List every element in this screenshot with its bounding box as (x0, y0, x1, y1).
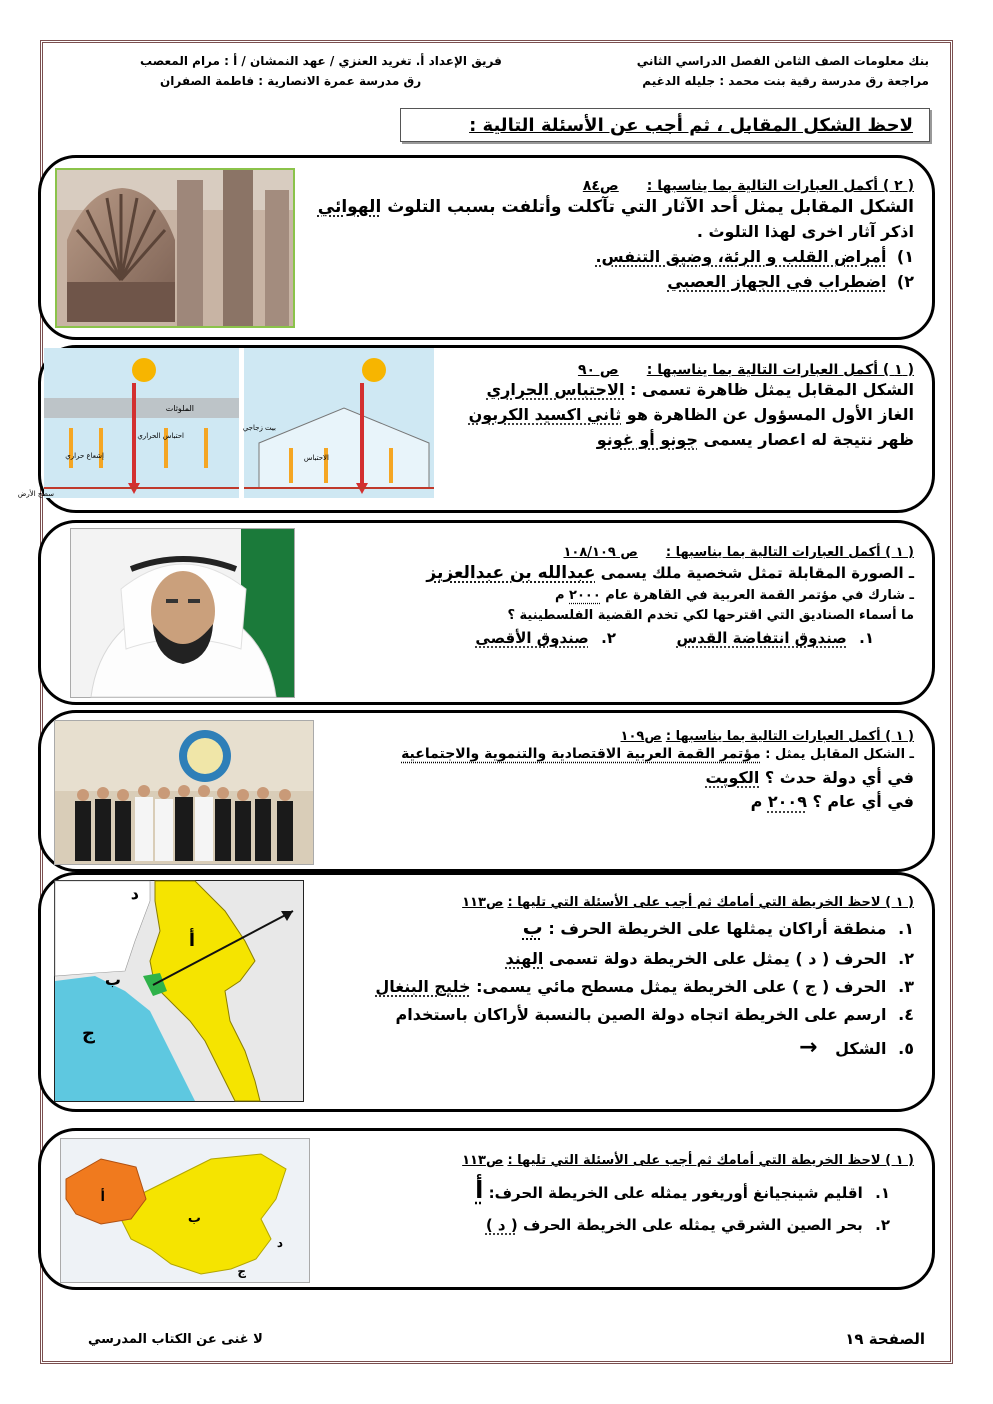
question-title-text: ( ١ ) أكمل العبارات التالية بما يناسبها : (665, 729, 914, 744)
header-right-line1: بنك معلومات الصف الثامن الفصل الدراسي الثاني (636, 54, 929, 68)
answer: مؤتمر القمة العربية الاقتصادية والتنموية والاجتماعية (401, 746, 761, 762)
statement-line (469, 428, 914, 453)
answer: الهوائي (317, 197, 382, 217)
statement-line (318, 194, 914, 220)
question-title-text: ( ١ ) لاحظ الخريطة التي أمامك ثم أجب على الأسئلة التي تليها : (507, 895, 914, 910)
statement-line (401, 790, 914, 815)
statement-line: ما أسماء الصناديق التي اقترحها لكي تخدم القضية الفلسطينية ؟ (507, 608, 914, 624)
item-text: الحرف ( د ) يمثل على الخريطة دولة تسمى (548, 949, 887, 968)
map-label-b: ب (187, 1211, 201, 1226)
house-label: بيت زجاجي (242, 424, 276, 432)
item-text: بحر الصين الشرقي يمثله على الخريطة الحرف (522, 1215, 863, 1234)
china-map (60, 1138, 310, 1283)
statement-line: اذكر آثار اخرى لهذا التلوث . (696, 222, 914, 242)
layer-label: الملوثات (165, 404, 194, 413)
map-label-j: ج (237, 1264, 246, 1278)
item-number: ١. (875, 1184, 890, 1202)
question-title (401, 729, 914, 744)
list-item (375, 973, 914, 1001)
question-title (462, 1153, 914, 1168)
answer: ٢٠٠٩ (767, 792, 807, 812)
myanmar-map (54, 880, 304, 1102)
statement-text: في أي دولة حدث ؟ (764, 767, 914, 787)
item-number: ١. (859, 628, 874, 647)
statement-line (469, 403, 914, 428)
item-number: ٣. (898, 977, 914, 996)
item-text: ارسم على الخريطة اتجاه دولة الصين بالنسبة لأراكان باستخدام (395, 1005, 887, 1024)
header-left-line2: رق مدرسة عمرة الانصارية : فاطمة الصفران (160, 74, 422, 88)
answer: ( د ) (485, 1215, 518, 1234)
question-title (469, 362, 914, 378)
question-title-text: ( ٢ ) أكمل العبارات التالية بما يناسبها : (646, 178, 914, 194)
map-label-b: ب (104, 970, 121, 989)
rays-label: إشعاع حراري (65, 452, 104, 460)
item-number: ٥. (898, 1039, 914, 1058)
item-text: الحرف ( ج ) على الخريطة يمثل مسطح مائي يسمى: (476, 977, 887, 996)
statement-text: الغاز الأول المسؤول عن الظاهرة هو (626, 404, 914, 424)
list-item (375, 1029, 914, 1068)
item-number: ١. (898, 919, 914, 938)
summit-photo (54, 720, 314, 865)
main-title: لاحظ الشكل المقابل ، ثم أجب عن الأسئلة التالية : (469, 114, 913, 136)
question-list (375, 895, 914, 1068)
page-ref: ص ١٠٨/١٠٩ (563, 545, 638, 560)
map-label-a: أ (100, 1190, 105, 1205)
ground-label: سطح الأرض (17, 490, 54, 498)
statement-text: الشكل المقابل يمثل ظاهرة تسمى : (630, 380, 914, 399)
statement-line (401, 744, 914, 766)
map-label-d: د (276, 1236, 283, 1250)
answer: الكويت (705, 767, 760, 787)
page-number: الصفحة ١٩ (845, 1330, 925, 1348)
ruins-image (55, 168, 295, 328)
footer-motto: لا غنى عن الكتاب المدرسي (88, 1332, 263, 1347)
answer: اضطراب في الجهاز العصبي (667, 271, 887, 291)
king-portrait (70, 528, 295, 698)
statement-line (426, 560, 914, 586)
question-title (375, 895, 914, 910)
heat-label: احتباس الحراري (137, 432, 184, 440)
map-label-j: ج (82, 1023, 95, 1044)
page-ref: ص١١٣ (462, 1153, 504, 1168)
question-title-text: ( ١ ) لاحظ الخريطة التي أمامك ثم أجب على الأسئلة التي تليها : (507, 1153, 914, 1168)
list-item (426, 627, 874, 650)
greenhouse-diagram (17, 348, 434, 498)
answer: صندوق انتفاضة القدس (676, 628, 847, 647)
map-label-d: د (130, 884, 139, 903)
answer: أمراض القلب و الرئة، وضيق التنفس. (595, 247, 887, 267)
answer: أ (475, 1176, 484, 1204)
unit-suffix: م (750, 792, 763, 812)
statement-text: ظهر نتيجة له اعصار يسمى (703, 429, 914, 449)
page-ref: ص١٠٩ (620, 729, 662, 744)
item-number: ١) (896, 247, 914, 267)
item-number: ٢) (896, 271, 914, 291)
map-label-a: أ (188, 930, 195, 951)
list-item (462, 1168, 890, 1214)
statement-text: ـ الصورة المقابلة تمثل شخصية ملك يسمى (600, 564, 914, 582)
item-number: ٤. (898, 1005, 914, 1024)
item-number: ٢. (875, 1215, 890, 1234)
list-item (462, 1214, 890, 1237)
answer: ب (522, 915, 543, 939)
question-title (426, 545, 914, 560)
list-item (375, 945, 914, 973)
statement-line (401, 766, 914, 791)
question-title (318, 178, 914, 194)
answer: الاحتباس الحراري (486, 380, 625, 399)
answer: ثاني اكسيد الكربون (468, 404, 622, 424)
statement-text: ـ شارك في مؤتمر القمة العربية في القاهرة عام (605, 588, 914, 604)
unit-suffix: م (554, 588, 565, 604)
answer: جونو أو غونو (596, 429, 698, 449)
item-text: منطقة أراكان يمثلها على الخريطة الحرف : (548, 919, 887, 938)
inner-label: الاحتباس (303, 454, 329, 462)
item-number: ٢. (898, 949, 914, 968)
answer: صندوق الأقصى (475, 628, 589, 647)
question-title-text: ( ١ ) أكمل العبارات التالية بما يناسبها : (646, 362, 914, 378)
page-ref: ص ٩٠ (577, 362, 619, 378)
item-text: اقليم شينجيانغ أوريغور يمثله على الخريطة الحرف: (488, 1184, 863, 1202)
arrow-icon: → (799, 1035, 818, 1060)
answer: ٢٠٠٠ (569, 588, 601, 604)
statement-line (426, 586, 914, 606)
list-item (318, 245, 914, 270)
statement-line (469, 378, 914, 403)
answer: خليج البنغال (375, 977, 471, 996)
statement-text: في أي عام ؟ (812, 792, 914, 812)
item-text: الشكل (835, 1039, 887, 1058)
answer: عبدالله بن عبدالعزيز (426, 563, 596, 583)
list-item (375, 1001, 914, 1029)
page-ref: ص١١٣ (462, 895, 504, 910)
header-left-line1: فريق الإعداد أ. تغريد العنزي / عهد النمشان / أ : مرام المعصب (140, 54, 502, 68)
item-number: ٢. (601, 628, 616, 647)
statement-text: ـ الشكل المقابل يمثل : (765, 747, 914, 762)
list-item (318, 270, 914, 295)
statement-text: الشكل المقابل يمثل أحد الآثار التي تآكلت وأتلفت بسبب التلوث (387, 197, 914, 217)
page-ref: ص٨٤ (582, 178, 619, 194)
main-title-box (400, 108, 930, 142)
list-item (375, 910, 914, 945)
header-right-line2: مراجعة رق مدرسة رقية بنت محمد : جليله الدغيم (642, 74, 929, 88)
answer: الهند (505, 949, 544, 968)
question-title-text: ( ١ ) أكمل العبارات التالية بما يناسبها : (665, 545, 914, 560)
